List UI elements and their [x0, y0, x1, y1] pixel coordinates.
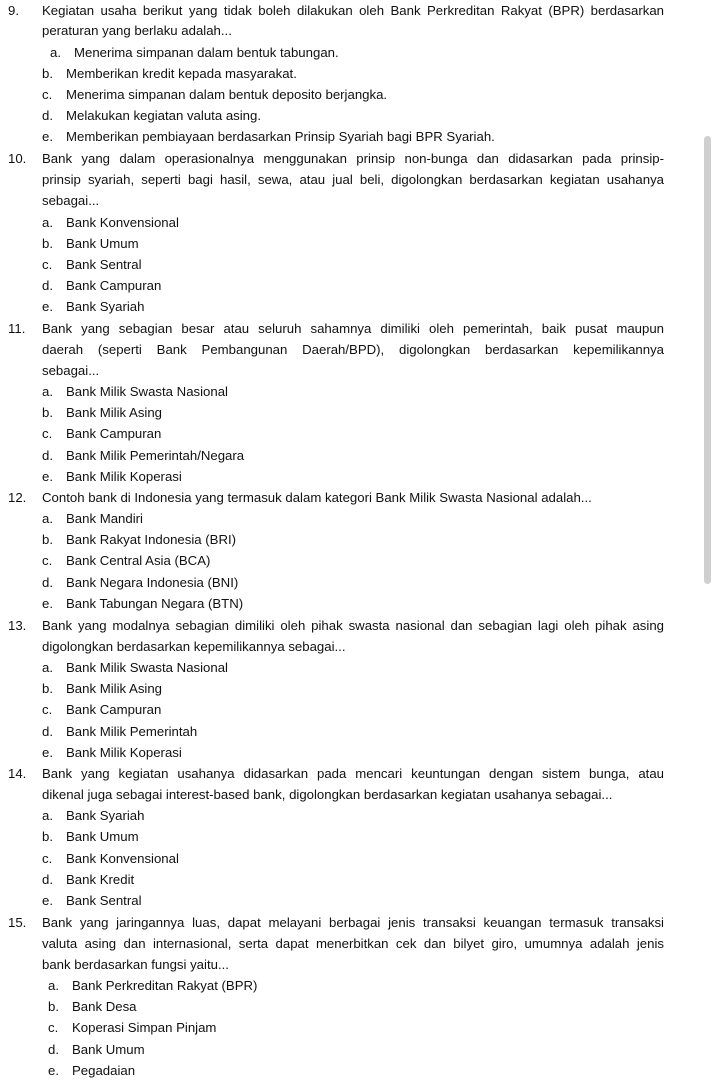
answer-option — [42, 235, 139, 253]
answer-option — [42, 214, 179, 232]
option-text: Memberikan pembiayaan berdasarkan Prinsip Syariah bagi BPR Syariah. — [66, 129, 495, 144]
option-text: Bank Milik Swasta Nasional — [66, 384, 228, 399]
answer-option — [42, 807, 144, 825]
answer-option — [42, 425, 161, 443]
question-text-line: Bank yang dalam operasionalnya menggunakan prinsip non-bunga dan didasarkan pada prinsip- — [42, 151, 664, 166]
option-text: Bank Campuran — [66, 426, 162, 441]
answer-option — [42, 86, 387, 104]
option-letter: b. — [42, 681, 53, 696]
option-letter: d. — [42, 448, 53, 463]
answer-option — [42, 298, 144, 316]
question-text-line: Bank yang jaringannya luas, dapat melayani berbagai jenis transaksi keuangan termasuk transaksi — [42, 915, 664, 930]
option-text: Bank Tabungan Negara (BTN) — [66, 596, 244, 611]
option-text: Pegadaian — [72, 1063, 136, 1078]
option-letter: d. — [42, 872, 53, 887]
answer-option — [42, 680, 162, 698]
option-text: Bank Milik Pemerintah — [66, 724, 198, 739]
answer-option — [42, 404, 162, 422]
question-text-line: Bank yang modalnya sebagian dimiliki oleh pihak swasta nasional dan sebagian lagi oleh pihak asing — [42, 618, 664, 633]
option-text: Bank Milik Koperasi — [66, 745, 182, 760]
question-text-line: Kegiatan usaha berikut yang tidak boleh dilakukan oleh Bank Perkreditan Rakyat (BPR) berdasarkan — [42, 3, 664, 18]
answer-option — [42, 723, 197, 741]
option-text: Bank Central Asia (BCA) — [66, 553, 211, 568]
answer-option — [48, 1062, 135, 1080]
answer-option — [42, 659, 228, 677]
option-text: Bank Campuran — [66, 278, 162, 293]
answer-option — [42, 468, 182, 486]
question-number: 13. — [8, 618, 27, 633]
option-letter: b. — [42, 236, 53, 251]
question-text-line: dikenal juga sebagai interest-based bank, digolongkan berdasarkan kegiatan usahanya sebagai... — [42, 787, 613, 802]
question-number: 12. — [8, 490, 27, 505]
option-text: Bank Mandiri — [66, 511, 143, 526]
option-letter: c. — [42, 426, 53, 441]
option-letter: b. — [42, 532, 53, 547]
question-text-line: daerah (seperti Bank Pembangunan Daerah/BPD), digolongkan berdasarkan kepemilikannya — [42, 342, 664, 357]
option-text: Bank Umum — [66, 829, 139, 844]
option-letter: d. — [42, 724, 53, 739]
question-number: 10. — [8, 151, 27, 166]
answer-option — [42, 510, 143, 528]
option-letter: d. — [48, 1042, 59, 1057]
answer-option — [42, 552, 210, 570]
answer-option — [42, 531, 236, 549]
option-letter: e. — [42, 129, 53, 144]
answer-option — [42, 892, 142, 910]
option-letter: a. — [42, 808, 53, 823]
option-letter: e. — [42, 596, 53, 611]
option-letter: c. — [42, 553, 53, 568]
option-text: Bank Campuran — [66, 702, 162, 717]
option-text: Bank Desa — [72, 999, 137, 1014]
answer-option — [42, 107, 261, 125]
option-text: Melakukan kegiatan valuta asing. — [66, 108, 262, 123]
option-text: Bank Rakyat Indonesia (BRI) — [66, 532, 237, 547]
question-number: 15. — [8, 915, 27, 930]
question-text-line: bank berdasarkan fungsi yaitu... — [42, 957, 229, 972]
option-letter: e. — [48, 1063, 59, 1078]
option-letter: b. — [48, 999, 59, 1014]
answer-option — [42, 850, 179, 868]
option-text: Bank Milik Koperasi — [66, 469, 182, 484]
option-text: Bank Milik Swasta Nasional — [66, 660, 228, 675]
answer-option — [42, 256, 142, 274]
answer-option — [42, 595, 243, 613]
option-text: Bank Konvensional — [66, 851, 179, 866]
option-letter: a. — [42, 660, 53, 675]
option-letter: b. — [42, 829, 53, 844]
option-text: Bank Milik Asing — [66, 405, 163, 420]
option-letter: c. — [42, 851, 53, 866]
option-text: Bank Konvensional — [66, 215, 179, 230]
option-letter: b. — [42, 405, 53, 420]
answer-option — [42, 65, 297, 83]
question-number: 9. — [8, 3, 19, 18]
answer-option — [42, 574, 238, 592]
vertical-scrollbar[interactable] — [704, 136, 711, 584]
answer-option — [48, 998, 137, 1016]
answer-option — [42, 128, 495, 146]
option-letter: a. — [42, 384, 53, 399]
question-text-line: Bank yang kegiatan usahanya didasarkan pada mencari keuntungan dengan sistem bunga, atau — [42, 766, 664, 781]
question-text-line: Bank yang sebagian besar atau seluruh sahamnya dimiliki oleh pemerintah, baik pusat maupun — [42, 321, 664, 336]
option-text: Koperasi Simpan Pinjam — [72, 1020, 217, 1035]
question-text-line: Contoh bank di Indonesia yang termasuk dalam kategori Bank Milik Swasta Nasional adalah... — [42, 490, 592, 505]
option-letter: d. — [42, 575, 53, 590]
question-text-line: prinsip syariah, seperti bagi hasil, sewa, atau jual beli, digolongkan berdasarkan kegiatan usahanya — [42, 172, 664, 187]
option-text: Bank Umum — [72, 1042, 145, 1057]
question-text-line: sebagai... — [42, 363, 100, 378]
option-letter: d. — [42, 108, 53, 123]
question-text-line: sebagai... — [42, 193, 100, 208]
question-number: 11. — [8, 321, 26, 336]
option-letter: e. — [42, 469, 53, 484]
option-text: Bank Negara Indonesia (BNI) — [66, 575, 239, 590]
option-letter: c. — [48, 1020, 59, 1035]
answer-option — [42, 383, 228, 401]
option-text: Menerima simpanan dalam bentuk deposito berjangka. — [66, 87, 388, 102]
question-number: 14. — [8, 766, 27, 781]
answer-option — [48, 977, 257, 995]
option-letter: c. — [42, 87, 53, 102]
question-text-line: peraturan yang berlaku adalah... — [42, 23, 232, 38]
option-text: Bank Milik Pemerintah/Negara — [66, 448, 245, 463]
option-letter: d. — [42, 278, 53, 293]
option-letter: a. — [50, 45, 61, 60]
option-text: Bank Perkreditan Rakyat (BPR) — [72, 978, 258, 993]
option-letter: e. — [42, 745, 53, 760]
question-text-line: digolongkan berdasarkan kepemilikannya sebagai... — [42, 639, 346, 654]
answer-option — [42, 447, 244, 465]
option-letter: e. — [42, 893, 53, 908]
answer-option — [42, 744, 182, 762]
option-letter: c. — [42, 257, 53, 272]
option-letter: a. — [42, 511, 53, 526]
option-text: Bank Syariah — [66, 299, 145, 314]
option-letter: a. — [48, 978, 59, 993]
answer-option — [42, 828, 139, 846]
answer-option — [50, 44, 339, 62]
answer-option — [42, 871, 134, 889]
answer-option — [48, 1041, 145, 1059]
option-letter: c. — [42, 702, 53, 717]
answer-option — [48, 1019, 216, 1037]
option-text: Memberikan kredit kepada masyarakat. — [66, 66, 297, 81]
option-letter: e. — [42, 299, 53, 314]
option-letter: a. — [42, 215, 53, 230]
option-text: Menerima simpanan dalam bentuk tabungan. — [74, 45, 339, 60]
option-text: Bank Umum — [66, 236, 139, 251]
answer-option — [42, 701, 161, 719]
option-text: Bank Sentral — [66, 893, 142, 908]
option-text: Bank Milik Asing — [66, 681, 163, 696]
question-text-line: valuta asing dan internasional, serta dapat menerbitkan cek dan bilyet giro, umumnya adalah jenis — [42, 936, 664, 951]
option-text: Bank Sentral — [66, 257, 142, 272]
option-text: Bank Syariah — [66, 808, 145, 823]
answer-option — [42, 277, 161, 295]
option-letter: b. — [42, 66, 53, 81]
option-text: Bank Kredit — [66, 872, 135, 887]
